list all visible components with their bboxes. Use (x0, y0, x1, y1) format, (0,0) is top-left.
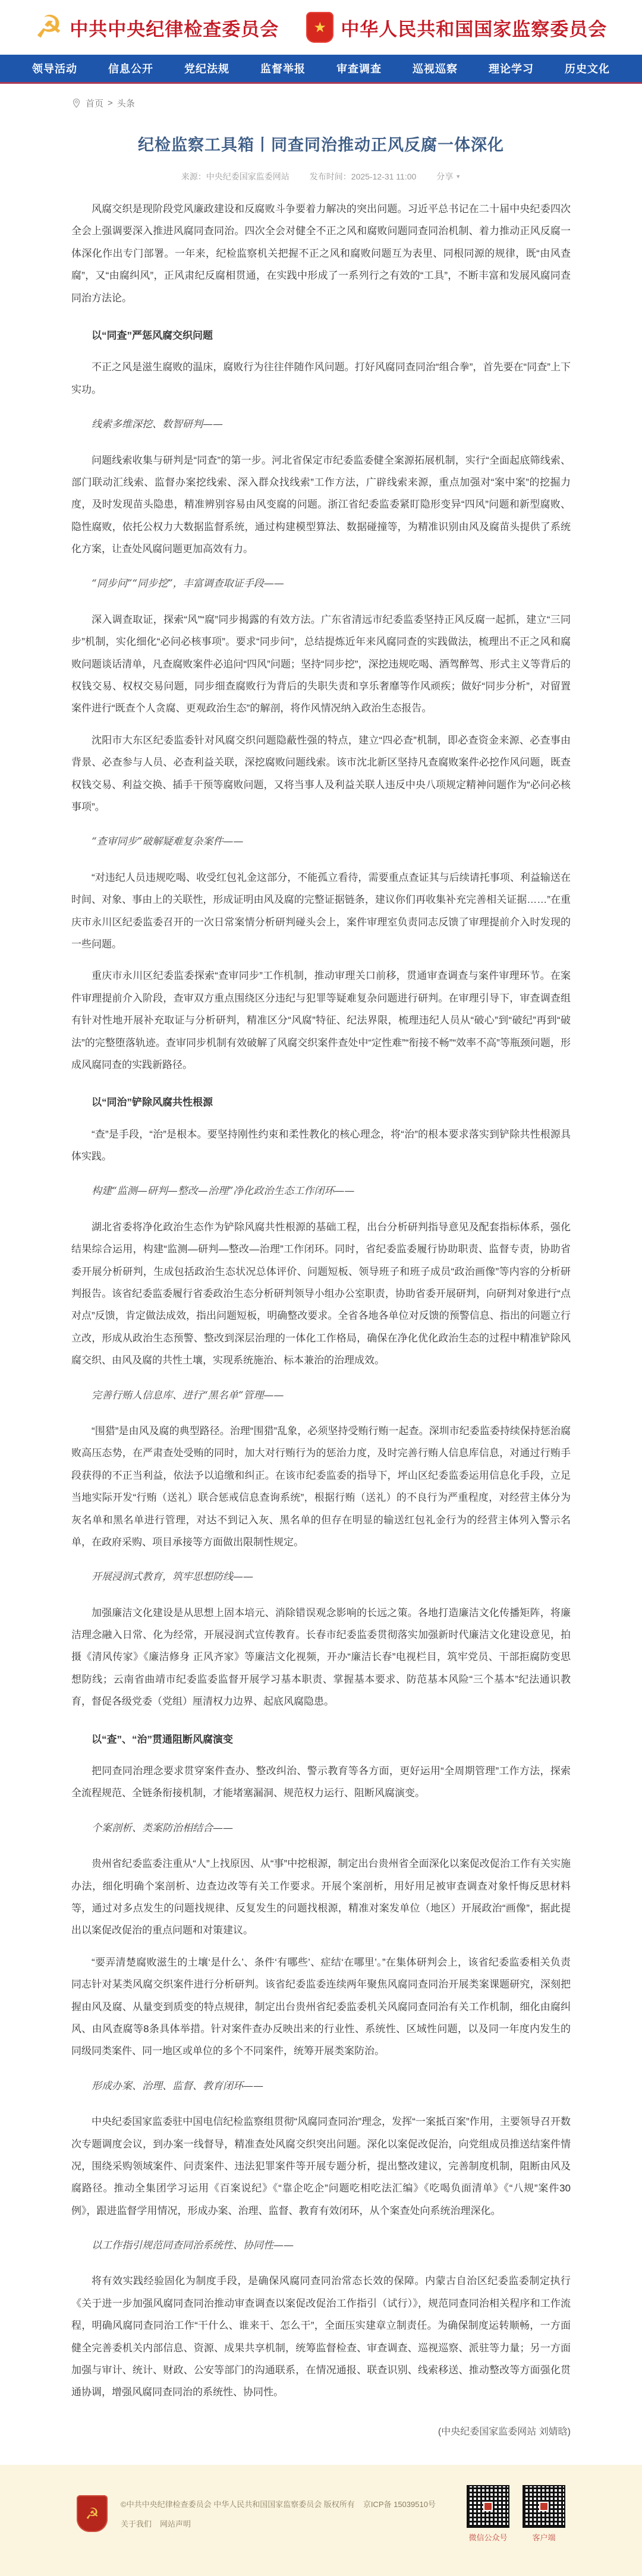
time-label: 发布时间： (309, 172, 351, 181)
article-paragraph: “查”是手段，“治”是根本。要坚持刚性约束和柔性教化的核心理念，将“治”的根本要求落实到铲除共性根源具体实践。 (71, 1128, 571, 1163)
article (71, 112, 571, 2465)
article-section-heading: 以“查”、“治”贯通阻断风腐演变 (92, 1733, 233, 1745)
article-paragraph: 把同查同治理念要求贯穿案件查办、整改纠治、警示教育等各方面，更好运用“全周期管理”工作方法，探索全流程规范、全链条衔接机制，才能堵塞漏洞、规范权力运行、阻断风腐演变。 (71, 1765, 571, 1799)
nav-item-2[interactable]: 党纪法规 (184, 63, 229, 75)
site-header (0, 0, 642, 55)
wechat-qr-box (467, 2485, 509, 2543)
article-paragraph: 不正之风是滋生腐败的温床，腐败行为往往伴随作风问题。打好风腐同查同治“组合拳”，首先要在“同查”上下实功。 (71, 361, 571, 395)
breadcrumb (71, 84, 571, 112)
party-emblem-icon: ☭ (34, 10, 63, 45)
app-qr-box (523, 2485, 565, 2543)
footer-link-statement[interactable]: 网站声明 (160, 2520, 191, 2529)
breadcrumb-current[interactable]: 头条 (117, 99, 135, 109)
nsc-org-name: 中华人民共和国国家监察委员会 (341, 18, 608, 40)
article-paragraph: 贵州省纪委监委注重从“人”上找原因、从“事”中挖根源，制定出台贵州省全面深化以案促改促治工作有关实施办法，细化明确个案剖析、边查边改等有关工作要求。开展个案剖析，用好用足被审查调查对象忏悔反思材料等，通过对多点发生的问题找规律、反复发生的问题找根源，精准对案发单位（地区）开展政治“画像”，据此提出以案促改促治的重点问题和对策建议。 (71, 1858, 571, 1936)
nav-item-7[interactable]: 历史文化 (565, 63, 610, 75)
ccdi-org-name: 中共中央纪律检查委员会 (70, 18, 279, 40)
breadcrumb-home[interactable]: 首页 (86, 99, 104, 109)
article-subhead: 以工作指引规范同查同治系统性、协同性—— (92, 2240, 294, 2252)
article-paragraph: 重庆市永川区纪委监委探索“查审同步”工作机制，推动审理关口前移，贯通审查调查与案件审理环节。在案件审理提前介入阶段，查审双方重点围绕区分违纪与犯罪等疑难复杂问题进行研判。在审理引导下，审查调查组有针对性地开展补充取证与分析研判，精准区分“风腐”特征、纪法界限，梳理违纪人员从“破心”到“破纪”再到“破法”的完整堕落轨迹。查审同步机制有效破解了风腐交织案件查处中“定性难”“衔接不畅”“效率不高”等瓶颈问题，形成风腐同查的实践新路径。 (71, 970, 571, 1070)
footer-inner (0, 2485, 642, 2543)
article-subhead: 线索多维深挖、数智研判—— (92, 418, 223, 431)
article-byline: (中央纪委国家监委网站 刘婧晗) (438, 2426, 571, 2437)
article-paragraph: 问题线索收集与研判是“同查”的第一步。河北省保定市纪委监委健全案源拓展机制，实行“全面起底筛线索、部门联动汇线索、监督办案挖线索、深入群众找线索”工作方法，广辟线索来源，重点加强对“案中案”的挖掘力度，及时发现苗头隐患，精准辨别容易由风变腐的问题。浙江省纪委监委紧盯隐形变异“四风”问题和新型腐败、隐性腐败，依托公权力大数据监督系统，通过构建模型算法、数据碰撞等，为精准识别由风及腐苗头提供了系统化方案，让查处风腐问题更加高效有力。 (71, 454, 571, 555)
article-subhead: 开展浸润式教育，筑牢思想防线—— (92, 1571, 253, 1583)
article-subhead: 个案剖析、类案防治相结合—— (92, 1822, 233, 1834)
ccdi-logo[interactable] (35, 12, 279, 43)
article-paragraph: “围猎”是由风及腐的典型路径。治理“围猎”乱象，必须坚持受贿行贿一起查。深圳市纪委监委持续保持惩治腐败高压态势，在严肃查处受贿的同时，加大对行贿行为的惩治力度，及时完善行贿人信息库信息，对通过行贿手段获得的不正当利益，依法予以追缴和纠正。在该市纪委监委的指导下，坪山区纪委监委运用信息化手段，立足当地实际开发“行贿（送礼）联合惩戒信息查询系统”，根据行贿（送礼）的不良行为严重程度，对经营主体分为灰名单和黑名单进行管理，对达不到记入灰、黑名单的但存在明显的输送红包礼金行为的经营主体列入警示名单，在政府采购、项目承接等方面做出限制性规定。 (71, 1425, 571, 1548)
location-pin-icon (71, 98, 81, 108)
article-publish-time (310, 171, 417, 182)
article-subhead: “查审同步”破解疑难复杂案件—— (92, 836, 244, 848)
main-nav (0, 55, 642, 82)
nav-list (0, 55, 642, 82)
nav-item-0[interactable]: 领导活动 (32, 63, 77, 75)
article-subhead: 构建“监测—研判—整改—治理”净化政治生态工作闭环—— (92, 1185, 355, 1198)
article-paragraph: “要弄清楚腐败滋生的土壤‘是什么’、条件‘有哪些’、症结‘在哪里’。”在集体研判会上，该省纪委监委相关负责同志针对某类风腐交织案件进行分析研判。该省纪委监委连续两年聚焦风腐同查同治开展类案课题研究，深刻把握由风及腐、从量变到质变的特点规律，制定出台贵州省纪委监委机关风腐同查同治有关工作机制，细化由腐纠风、由风查腐等8条具体举措。针对案件查办反映出来的行业性、系统性、区域性问题，以及同一年度内发生的同级同类案件、同一地区或单位的多个不同案件，统筹开展类案防治。 (71, 1956, 571, 2057)
article-paragraph: 深入调查取证，探索“风”“腐”同步揭露的有效方法。广东省清远市纪委监委坚持正风反腐一起抓，建立“三同步”机制，实化细化“必问必核事项”。要求“同步问”，总结提炼近年来风腐同查的实践做法，梳理出不正之风和腐败问题谈话清单，凡查腐败案件必追问“四风”问题；坚持“同步挖”，深挖违规吃喝、酒驾醉驾、形式主义等背后的权钱交易、权权交易问题，同步细查腐败行为背后的失职失责和享乐奢靡等作风顽疾；做好“同步分析”，对留置案件进行“既查个人贪腐、更观政治生态”的解剖，将作风情况纳入政治生态报告。 (71, 613, 571, 714)
nav-item-4[interactable]: 审查调查 (336, 63, 382, 75)
chevron-down-icon: ▼ (455, 174, 461, 179)
article-paragraph: 沈阳市大东区纪委监委针对风腐交织问题隐蔽性强的特点，建立“四必查”机制，即必查资金来源、必查事由背景、必查参与人员、必查利益关联，深挖腐败问题线索。该市沈北新区坚持凡查腐败案件必挖作风问题，既查权钱交易、利益交换、插手干预等腐败问题，又将当事人及利益关联人违反中央八项规定精神问题作为“必问必核事项”。 (71, 734, 571, 813)
source-label: 来源： (181, 172, 206, 181)
qr-center-logo (483, 2502, 493, 2511)
nsc-logo[interactable] (306, 12, 607, 43)
article-source (181, 171, 289, 182)
article-paragraph: 将有效实践经验固化为制度手段，是确保风腐同查同治常态长效的保障。内蒙古自治区纪委监委制定执行《关于进一步加强风腐同查同治推动审查调查以案促改促治工作指引（试行）》，规范同查同治相关程序和工作流程，明确风腐同查同治工作“干什么、谁来干、怎么干”，全面压实建章立制责任。为确保制度运转顺畅，一方面健全完善委机关内部信息、资源、成果共享机制，统筹监督检查、审查调查、巡视巡察、派驻等力量；另一方面加强与审计、统计、财政、公安等部门的沟通联系，在情况通报、联查识别、线索移送、推动整改等方面强化贯通协调，增强风腐同查同治的系统性、协同性。 (71, 2275, 571, 2398)
article-paragraph: 湖北省委将净化政治生态作为铲除风腐共性根源的基础工程，出台分析研判指导意见及配套指标体系，强化结果综合运用，构建“监测—研判—整改—治理”工作闭环。同时，省纪委监委履行协助职责、监督专责，协助省委开展分析研判，生成包括政治生态状况总体评价、问题短板、领导班子和班子成员“政治画像”等内容的分析研判报告。该省纪委监委履行省委政治生态分析研判领导小组办公室职责，协助省委开展研判，向研判对象进行“点对点”反馈，肯定做法成效，指出问题短板，明确整改要求。全省各地各单位对反馈的预警信息、指出的问题立行立改，形成从政治生态预警、整改到深层治理的一体化工作格局，确保在净化优化政治生态的过程中精准铲除风腐交织、由风及腐的共性土壤，实现系统施治、标本兼治的治理成效。 (71, 1221, 571, 1366)
article-paragraph: “对违纪人员违规吃喝、收受红包礼金这部分，不能孤立看待，需要重点查证其与后续请托事项、利益输送在时间、对象、事由上的关联性，形成证明由风及腐的完整证据链条，建议你们再收集补充完善相关证据……”在重庆市永川区纪委监委召开的一次日常案情分析研判碰头会上，案件审理室负责同志反馈了审理提前介入时发现的一些问题。 (71, 871, 571, 950)
article-subhead: 完善行贿人信息库、进行“黑名单”管理—— (92, 1389, 284, 1402)
article-title: 纪检监察工具箱丨同查同治推动正风反腐一体深化 (138, 136, 504, 154)
breadcrumb-separator: > (108, 98, 113, 108)
article-paragraph: 风腐交织是现阶段党风廉政建设和反腐败斗争要着力解决的突出问题。习近平总书记在二十届中央纪委四次全会上强调要深入推进风腐同查同治。四次全会对健全不正之风和腐败问题同查同治机制、着力推动正风反腐一体深化作出专门部署。一年来，纪检监察机关把握不正之风和腐败问题互为表里、同根同源的规律，既“由风查腐”，又“由腐纠风”，正风肃纪反腐相贯通，在实践中形成了一系列行之有效的“工具”，不断丰富和发展风腐同查同治方法论。 (71, 203, 571, 304)
nav-item-3[interactable]: 监督举报 (260, 63, 306, 75)
nav-item-5[interactable]: 巡视巡察 (413, 63, 458, 75)
article-paragraph: 加强廉洁文化建设是从思想上固本培元、消除错误观念影响的长远之策。各地打造廉洁文化传播矩阵，将廉洁理念融入日常、化为经常，开展浸润式宣传教育。长春市纪委监委贯彻落实加强新时代廉洁文化建设意见，拍摄《清风传家》《廉洁修身 正风齐家》等廉洁文化视频，开办“廉洁长春”电视栏目，筑牢党员、干部拒腐防变思想防线；云南省曲靖市纪委监委监督开展学习基本职责、掌握基本要求、防范基本风险“三个基本”纪法通识教育，督促各级党委（党组）厘清权力边界、起底风腐隐患。 (71, 1607, 571, 1708)
time-value: 2025-12-31 11:00 (351, 172, 417, 181)
app-qr-code (523, 2485, 565, 2528)
footer-icp: 京ICP备 15039510号 (363, 2500, 436, 2509)
national-emblem-icon: ★ (306, 12, 333, 43)
footer-link-about[interactable]: 关于我们 (121, 2520, 152, 2529)
nav-item-6[interactable]: 理论学习 (489, 63, 534, 75)
source-value: 中央纪委国家监委网站 (206, 172, 289, 181)
qr-center-logo (539, 2502, 549, 2511)
nav-item-1[interactable]: 信息公开 (108, 63, 153, 75)
article-body (71, 198, 571, 2404)
share-button[interactable] (436, 171, 461, 182)
article-paragraph: 中央纪委国家监委驻中国电信纪检监察组贯彻“风腐同查同治”理念，发挥“一案抵百案”作用，主要领导召开数次专题调度会议，到办案一线督导，精准查处风腐交织突出问题。深化以案促改促治，向党组成员推送结案件情况，围绕采购领域案件、问责案件、违法犯罪案件等开展专题分析，提出整改建议，完善制度机制，阻断由风及腐路径。推动全集团学习运用《百案说纪》《“靠企吃企”问题吃相吃法汇编》《吃喝负面清单》《“八规”案件30例》，跟进监督学用情况，形成办案、治理、监督、教育有效闭环，从个案查处向系统治理深化。 (71, 2116, 571, 2216)
share-label: 分享 (436, 172, 454, 181)
site-footer (0, 2465, 642, 2576)
article-subhead: 形成办案、治理、监督、教育闭环—— (92, 2080, 263, 2092)
wechat-qr-label: 微信公众号 (468, 2533, 508, 2542)
footer-shield-badge: ☭ (77, 2495, 108, 2532)
wechat-qr-code (467, 2485, 509, 2528)
footer-text (121, 2498, 454, 2529)
article-subhead: “同步问”“同步挖”，丰富调查取证手段—— (92, 578, 284, 590)
article-section-heading: 以“同查”严惩风腐交织问题 (92, 329, 213, 341)
article-section-heading: 以“同治”铲除风腐共性根源 (92, 1097, 213, 1109)
app-qr-label: 客户端 (532, 2533, 556, 2542)
article-meta (71, 171, 571, 182)
footer-copyright: ©中共中央纪律检查委员会 中华人民共和国国家监察委员会 版权所有 (121, 2500, 355, 2509)
